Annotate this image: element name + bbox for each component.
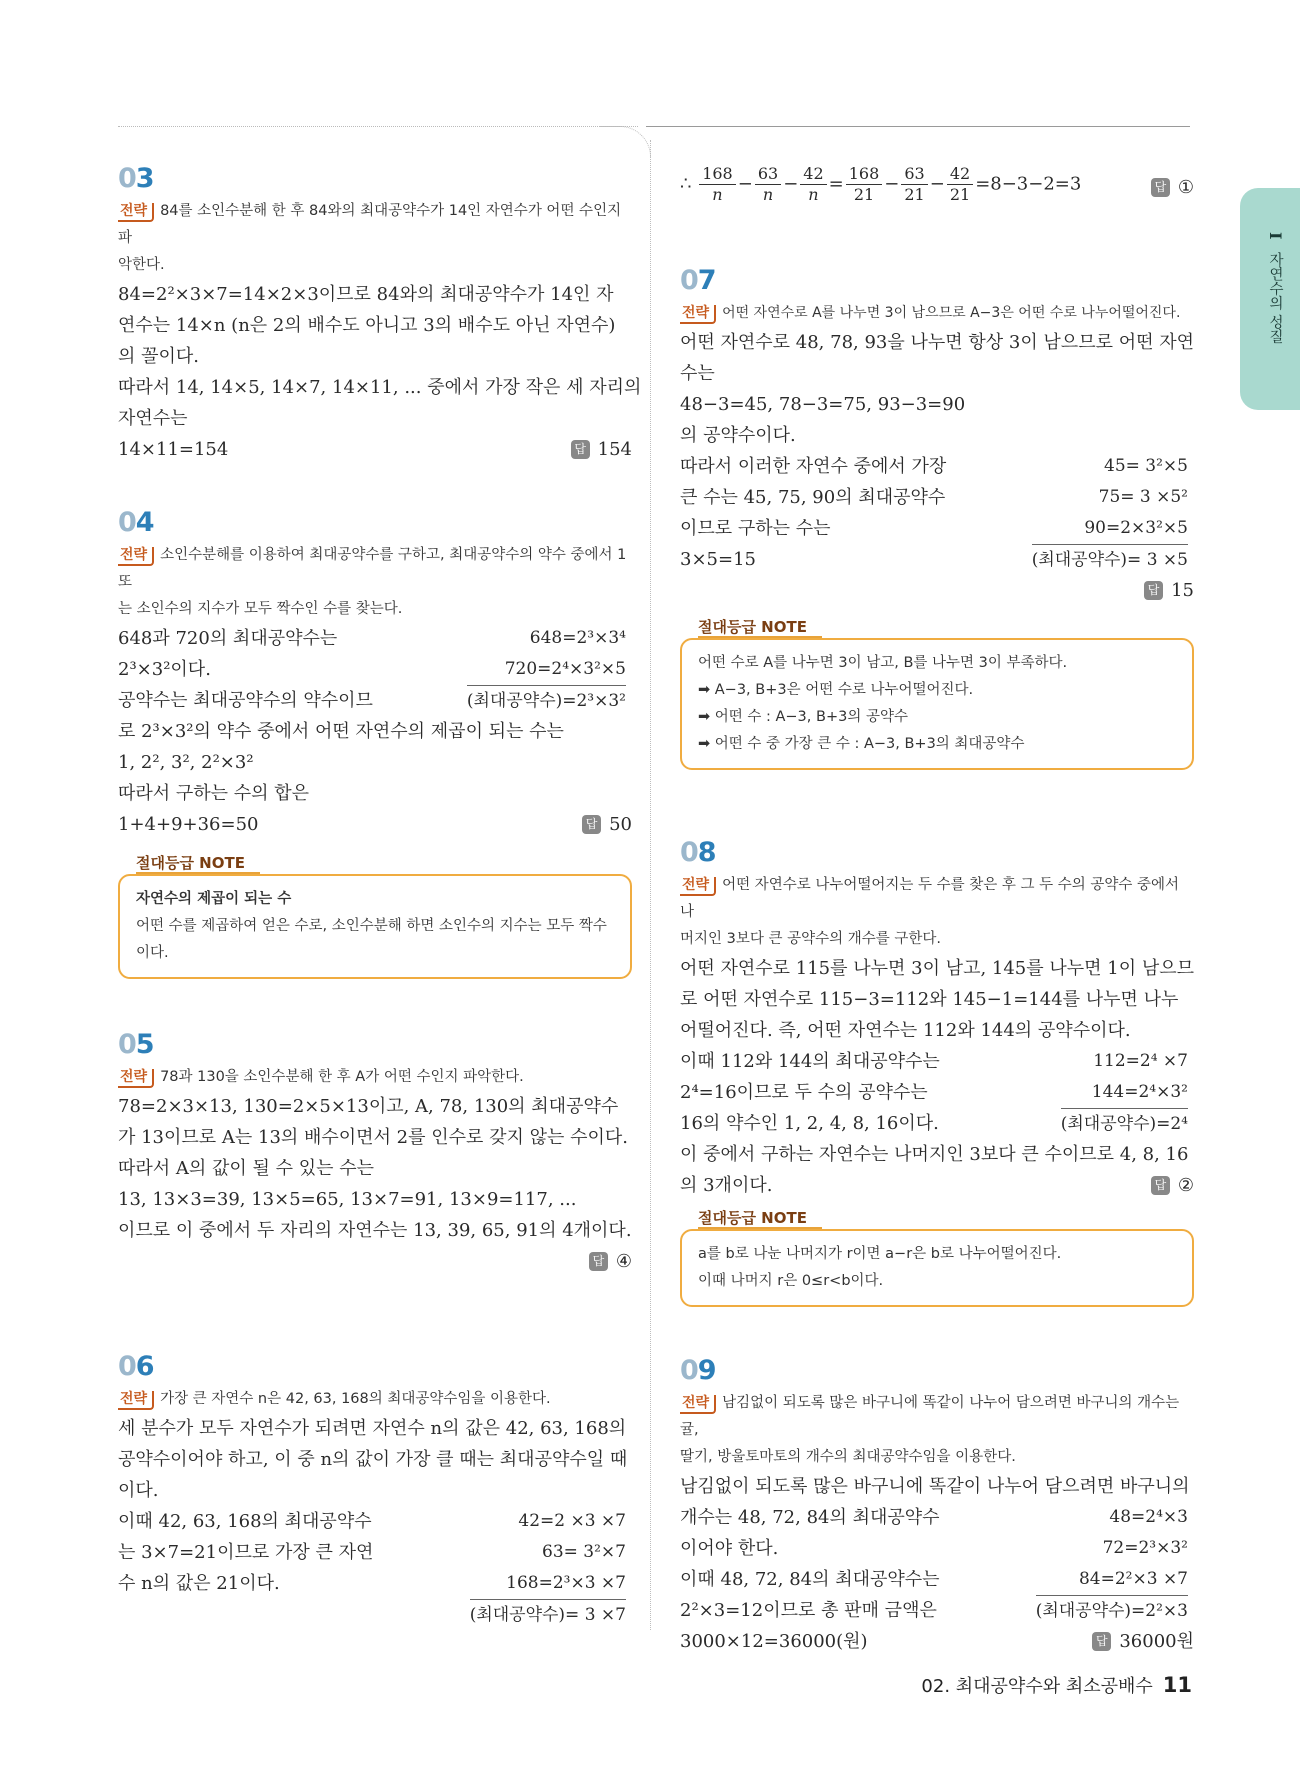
strategy: 전략 84를 소인수분해 한 후 84와의 최대공약수가 14인 자연수가 어떤 수인지 파 악한다. (118, 203, 622, 273)
solution-line: 이므로 이 중에서 두 자리의 자연수는 13, 39, 65, 91의 4개이다. (118, 1220, 632, 1241)
solution-line: 공약수는 최대공약수의 약수이므 (118, 690, 373, 711)
page-number: 11 (1162, 1673, 1192, 1697)
solution-line: 어떨어진다. 즉, 어떤 자연수는 112와 144의 공약수이다. (680, 1020, 1131, 1041)
answer: 답 ② (1151, 1170, 1194, 1201)
top-rule-left (118, 126, 638, 127)
solution-line: 따라서 구하는 수의 합은 (118, 783, 310, 804)
answer-icon: 답 (589, 1252, 608, 1271)
solution-line: 세 분수가 모두 자연수가 되려면 자연수 n의 값은 42, 63, 168의 (118, 1418, 627, 1439)
problem-03 (118, 162, 642, 465)
problem-number: 08 (680, 837, 716, 868)
solution-with-calc (680, 1502, 1194, 1657)
solution-line: 2³×3²이다. (118, 659, 211, 680)
solution-line: 로 2³×3²의 약수 중에서 어떤 자연수의 제곱이 되는 수는 (118, 721, 564, 742)
column-divider-curve (600, 126, 651, 157)
note-title: 절대등급 NOTE (136, 852, 632, 874)
solution-line: 이므로 구하는 수는 (680, 518, 831, 539)
note-box: a를 b로 나눈 나머지가 r이면 a−r은 b로 나누어떨어진다. 이때 나머지 r은 0≤r<b이다. (680, 1229, 1194, 1307)
top-rule-right (646, 126, 1190, 127)
problem-09 (680, 1354, 1194, 1657)
problem-number: 07 (680, 265, 716, 296)
note-title: 절대등급 NOTE (698, 1207, 1194, 1229)
solution-line: 16의 약수인 1, 2, 4, 8, 16이다. (680, 1113, 939, 1134)
solution-line: 3×5=15 (680, 549, 756, 570)
solution-line: 공약수이어야 하고, 이 중 n의 값이 가장 클 때는 최대공약수일 때 (118, 1449, 628, 1470)
solution-with-calc (680, 451, 1194, 575)
solution-line: 의 3개이다. (680, 1175, 773, 1196)
chapter-name: 02. 최대공약수와 최소공배수 (921, 1676, 1153, 1697)
solution-line: 이때 48, 72, 84의 최대공약수는 (680, 1569, 940, 1590)
answer: 답 50 (582, 809, 632, 840)
strategy: 전략 어떤 자연수로 A를 나누면 3이 남으므로 A−3은 어떤 수로 나누어떨어진다. (680, 300, 1194, 327)
factorization-table: 48=2⁴×3 72=2³×3² 84=2²×3 ×7 (최대공약수)=2²×3 (1036, 1502, 1188, 1627)
problem-07 (680, 264, 1194, 770)
fraction: $\frac{42}{21}$ (947, 164, 973, 205)
solution-line: 13, 13×3=39, 13×5=65, 13×7=91, 13×9=117, ... (118, 1189, 577, 1210)
solution-line: 수는 (680, 363, 715, 384)
problem-number: 04 (118, 507, 154, 538)
note-box: 어떤 수로 A를 나누면 3이 남고, B를 나누면 3이 부족하다. ➡ A−3, B+3은 어떤 수로 나누어떨어진다. ➡ 어떤 수 : A−3, B+3의 공약수 ➡ 어떤 수 중 가장 큰 수 : A−3, B+3의 최대공약수 (680, 638, 1194, 770)
solution-line: 의 꼴이다. (118, 346, 199, 367)
solution-line: 648과 720의 최대공약수는 (118, 628, 338, 649)
factorization-table: 112=2⁴ ×7 144=2⁴×3² (최대공약수)=2⁴ (1061, 1046, 1188, 1140)
solution-line: 큰 수는 45, 75, 90의 최대공약수 (680, 487, 946, 508)
solution-line: 2²×3=12이므로 총 판매 금액은 (680, 1600, 937, 1621)
solution-with-calc (118, 623, 632, 716)
answer: 답 ④ (589, 1246, 632, 1277)
answer: 답 15 (1144, 575, 1194, 606)
strategy: 전략 어떤 자연수로 나누어떨어지는 두 수를 찾은 후 그 두 수의 공약수 중에서 나 머지인 3보다 큰 공약수의 개수를 구한다. (680, 877, 1179, 947)
factorization-table: 648=2³×3⁴ 720=2⁴×3²×5 (최대공약수)=2³×3² (467, 623, 626, 717)
strategy-tag: 전략 (118, 203, 154, 222)
answer-icon: 답 (582, 815, 601, 834)
strategy-tag: 전략 (680, 877, 716, 896)
strategy-tag: 전략 (680, 305, 716, 324)
factorization-table: 42=2 ×3 ×7 63= 3²×7 168=2³×3 ×7 (최대공약수)= 3 ×7 (470, 1506, 626, 1631)
answer-icon: 답 (1151, 1176, 1170, 1195)
solution-line: 78=2×3×13, 130=2×5×13이고, A, 78, 130의 최대공약수 (118, 1096, 619, 1117)
solution-line: 가 13이므로 A는 13의 배수이면서 2를 인수로 갖지 않는 수이다. (118, 1127, 629, 1148)
solution-line: 이때 42, 63, 168의 최대공약수 (118, 1511, 372, 1532)
problem-04 (118, 506, 632, 979)
solution-line: 이다. (118, 1480, 159, 1501)
strategy: 전략 78과 130을 소인수분해 한 후 A가 어떤 수인지 파악한다. (118, 1064, 632, 1091)
solution-line: 48−3=45, 78−3=75, 93−3=90 (680, 394, 966, 415)
problem-08 (680, 836, 1194, 1307)
problem-number: 05 (118, 1029, 154, 1060)
problem-number: 06 (118, 1351, 154, 1382)
strategy: 전략 소인수분해를 이용하여 최대공약수를 구하고, 최대공약수의 약수 중에서 1 또 는 소인수의 지수가 모두 짝수인 수를 찾는다. (118, 547, 627, 617)
page-footer (921, 1672, 1192, 1698)
problem-06 (118, 1350, 632, 1630)
note-title: 절대등급 NOTE (698, 616, 1194, 638)
answer: 답 36000원 (1092, 1626, 1194, 1657)
fraction: $\frac{42}{n}$ (800, 164, 826, 205)
fraction: $\frac{168}{n}$ (699, 164, 736, 205)
strategy-tag: 전략 (118, 1069, 154, 1088)
strategy: 전략 남김없이 되도록 많은 바구니에 똑같이 나누어 담으려면 바구니의 개수는 귤, 딸기, 방울토마토의 개수의 최대공약수임을 이용한다. (680, 1395, 1180, 1465)
solution-line: 는 3×7=21이므로 가장 큰 자연 (118, 1542, 374, 1563)
solution-line: 의 공약수이다. (680, 425, 796, 446)
problem-number: 09 (680, 1355, 716, 1386)
solution-line: 1+4+9+36=50 (118, 814, 259, 835)
solution-line: 자연수는 (118, 408, 188, 429)
answer-icon: 답 (1092, 1632, 1111, 1651)
solution-line: 남김없이 되도록 많은 바구니에 똑같이 나누어 담으려면 바구니의 (680, 1476, 1190, 1497)
solution-line: 수 n의 값은 21이다. (118, 1573, 280, 1594)
factorization-table: 45= 3²×5 75= 3 ×5² 90=2×3²×5 (최대공약수)= 3 ×5 (1032, 451, 1188, 576)
solution-line: 개수는 48, 72, 84의 최대공약수 (680, 1507, 940, 1528)
answer-icon: 답 (571, 440, 590, 459)
fraction: $\frac{63}{n}$ (755, 164, 781, 205)
solution-line: 어떤 자연수로 115를 나누면 3이 남고, 145를 나누면 1이 남으므 (680, 958, 1194, 979)
solution-with-calc (118, 1506, 632, 1630)
solution-line: 어떤 자연수로 48, 78, 93을 나누면 항상 3이 남으므로 어떤 자연 (680, 332, 1194, 353)
strategy-tag: 전략 (118, 547, 154, 566)
solution-line: 따라서 A의 값이 될 수 있는 수는 (118, 1158, 374, 1179)
solution-line: 14×11=154 (118, 439, 229, 460)
answer: 답 ① (1151, 172, 1194, 203)
solution (118, 279, 642, 465)
solution-line: 1, 2², 3², 2²×3² (118, 752, 254, 773)
answer-icon: 답 (1151, 178, 1170, 197)
problem-number: 03 (118, 163, 154, 194)
problem-05 (118, 1028, 632, 1277)
solution-with-calc (680, 1046, 1194, 1139)
solution-line: 이어야 한다. (680, 1538, 779, 1559)
chapter-numeral: I (1266, 232, 1285, 240)
chapter-side-label (1256, 232, 1286, 382)
solution-line: 이때 112와 144의 최대공약수는 (680, 1051, 940, 1072)
solution-line: 연수는 14×n (n은 2의 배수도 아니고 3의 배수도 아닌 자연수) (118, 315, 616, 336)
solution-line: 로 어떤 자연수로 115−3=112와 145−1=144를 나누면 나누 (680, 989, 1179, 1010)
problem-06-conclusion: ∴ $\frac{168}{n}$ − $\frac{63}{n}$ − $\frac{42}{n}$ = $\frac{168}{21}$ − $\frac{63}{21}$ − $\frac{42}{21}$ =8−3−2=3 답 ① (680, 164, 1194, 204)
solution (118, 1091, 632, 1277)
solution-line: 이 중에서 구하는 자연수는 나머지인 3보다 큰 수이므로 4, 8, 16 (680, 1144, 1189, 1165)
chapter-title: 자연수의 성질 (1267, 252, 1283, 344)
fraction: $\frac{63}{21}$ (901, 164, 927, 205)
strategy-tag: 전략 (680, 1395, 716, 1414)
fraction: $\frac{168}{21}$ (846, 164, 883, 205)
solution-line: 따라서 이러한 자연수 중에서 가장 (680, 456, 947, 477)
solution-line: 3000×12=36000(원) (680, 1631, 868, 1652)
solution-line: 2⁴=16이므로 두 수의 공약수는 (680, 1082, 928, 1103)
strategy-tag: 전략 (118, 1391, 154, 1410)
answer: 답 154 (571, 434, 632, 465)
answer-icon: 답 (1144, 581, 1163, 600)
strategy: 전략 가장 큰 자연수 n은 42, 63, 168의 최대공약수임을 이용한다. (118, 1386, 632, 1413)
note-box: 자연수의 제곱이 되는 수 어떤 수를 제곱하여 얻은 수로, 소인수분해 하면 소인수의 지수는 모두 짝수 이다. (118, 874, 632, 979)
solution-line: 84=2²×3×7=14×2×3이므로 84와의 최대공약수가 14인 자 (118, 284, 614, 305)
column-divider (650, 140, 651, 1630)
solution-line: 따라서 14, 14×5, 14×7, 14×11, ... 중에서 가장 작은 세 자리의 (118, 377, 642, 398)
